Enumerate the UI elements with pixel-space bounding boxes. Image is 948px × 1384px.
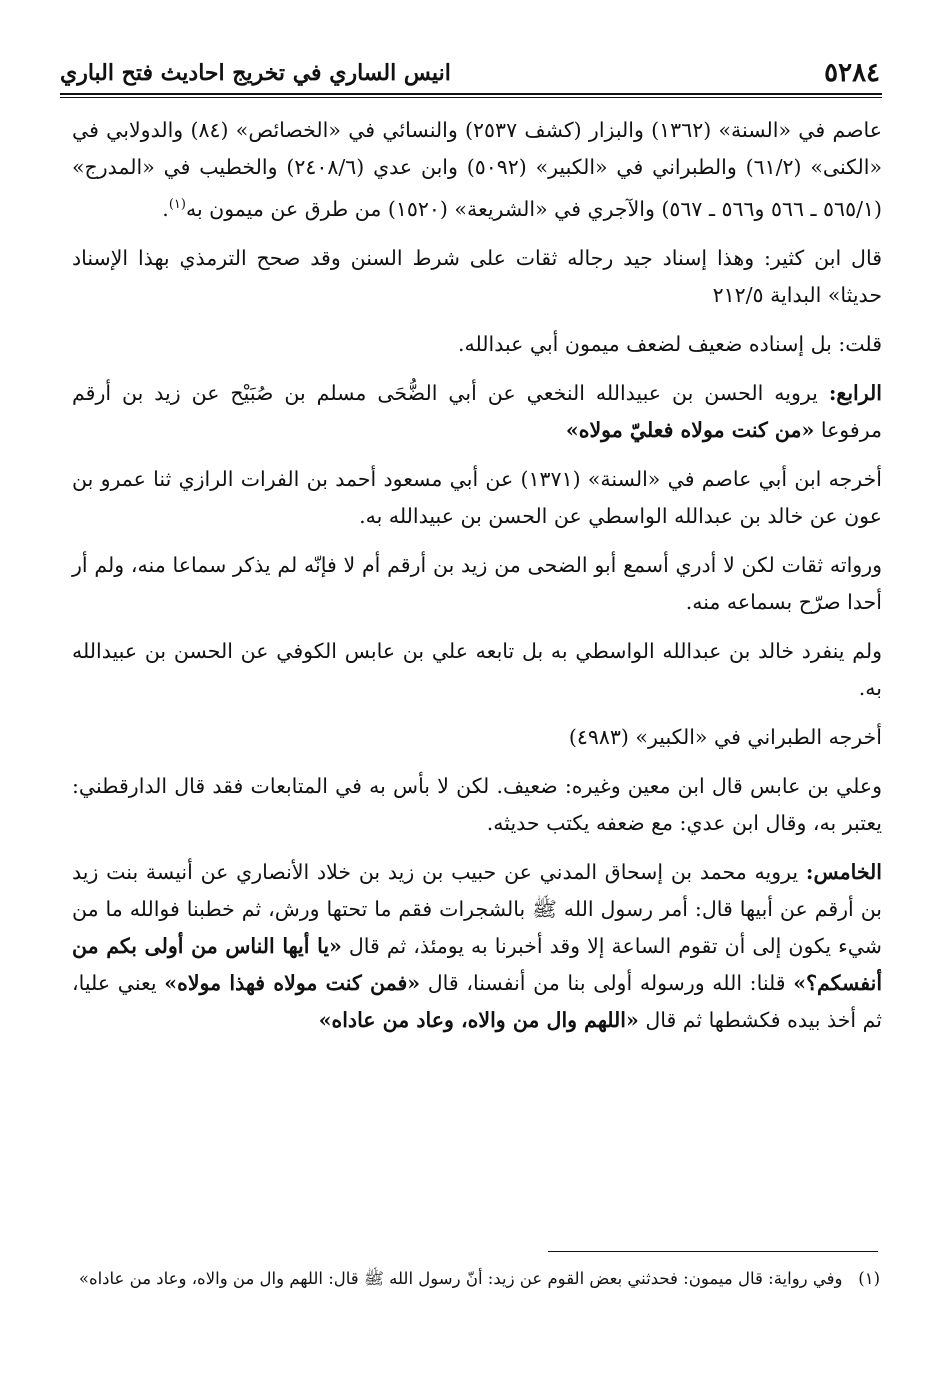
page-number: ٥٢٨٤ <box>824 58 880 88</box>
footnote <box>72 1262 880 1295</box>
paragraph-2: قال ابن كثير: وهذا إسناد جيد رجاله ثقات على شرط السنن وقد صحح الترمذي بهذا الإسناد حديثا» البداية ٢١٢/٥ <box>72 245 882 307</box>
section-label: الخامس: <box>805 859 882 884</box>
book-title: انيس الساري في تخريج احاديث فتح الباري <box>60 60 451 86</box>
paragraph-10: الخامس: يرويه محمد بن إسحاق المدني عن حبيب بن زيد بن خلاد الأنصاري عن أنيسة بنت زيد بن أرقم عن أبيها قال: أمر رسول الله ﷺ بالشجرات فقم ما تحتها ورش، ثم خطبنا فوالله ما من شيء يكون إلى أن تقوم الساعة إلا وقد أخبرنا به يومئذ، ثم قال «يا أيها الناس من أولى بكم من أنفسكم؟» قلنا: الله ورسوله أولى بنا من أنفسنا، قال «فمن كنت مولاه فهذا مولاه» يعني عليا، ثم أخذ بيده فكشطها ثم قال «اللهم وال من والاه، وعاد من عاداه» <box>72 859 883 1032</box>
paragraph-3: قلت: بل إسناده ضعيف لضعف ميمون أبي عبدالله. <box>457 331 882 356</box>
footnote-text: وفي رواية: قال ميمون: فحدثني بعض القوم عن زيد: أنّ رسول الله ﷺ قال: اللهم وال من والاه، وعاد من عاداه» <box>78 1269 843 1288</box>
header-rule-thin <box>60 97 882 98</box>
footnote-ref: (١) <box>168 197 186 212</box>
hadith-quote: «اللهم وال من والاه، وعاد من عاداه» <box>318 1007 639 1032</box>
paragraph-7: ولم ينفرد خالد بن عبدالله الواسطي به بل تابعه علي بن عابس الكوفي عن الحسن بن عبيدالله به. <box>72 638 882 700</box>
section-label: الرابع: <box>828 380 882 405</box>
main-text <box>72 112 882 1051</box>
paragraph-4: الرابع: يرويه الحسن بن عبيدالله النخعي عن أبي الضُّحَى مسلم بن صُبَيْح عن زيد بن أرقم مرفوعا «من كنت مولاه فعليّ مولاه» <box>72 380 882 442</box>
footnote-separator <box>548 1251 878 1252</box>
paragraph-8: أخرجه الطبراني في «الكبير» (٤٩٨٣) <box>568 724 882 749</box>
footnote-marker: (١) <box>858 1269 880 1288</box>
header-rule <box>60 93 882 95</box>
paragraph-5: أخرجه ابن أبي عاصم في «السنة» (١٣٧١) عن أبي مسعود أحمد بن الفرات الرازي ثنا عمرو بن عون عن خالد بن عبدالله الواسطي عن الحسن بن عبيدالله به. <box>72 466 882 528</box>
hadith-quote: «من كنت مولاه فعليّ مولاه» <box>565 417 815 442</box>
hadith-quote: «يا أيها الناس من أولى بكم من أنفسكم؟» <box>72 933 883 995</box>
page-header <box>60 50 880 96</box>
paragraph-9: وعلي بن عابس قال ابن معين وغيره: ضعيف. لكن لا بأس به في المتابعات فقد قال الدارقطني: يعتبر به، وقال ابن عدي: مع ضعفه يكتب حديثه. <box>72 773 882 835</box>
paragraph-6: ورواته ثقات لكن لا أدري أسمع أبو الضحى من زيد بن أرقم أم لا فإنّه لم يذكر سماعا منه، ولم أر أحدا صرّح بسماعه منه. <box>72 552 882 614</box>
hadith-quote: «فمن كنت مولاه فهذا مولاه» <box>164 970 421 995</box>
paragraph-1: عاصم في «السنة» (١٣٦٢) والبزار (كشف ٢٥٣٧) والنسائي في «الخصائص» (٨٤) والدولابي في «الكنى» (٦١/٢) والطبراني في «الكبير» (٥٠٩٢) وابن عدي (٢٤٠٨/٦) والخطيب في «المدرج» (٥٦٥/١ ـ ٥٦٦ و٥٦٦ ـ ٥٦٧) والآجري في «الشريعة» (١٥٢٠) من طرق عن ميمون به$^{(١)}$. <box>72 118 883 221</box>
